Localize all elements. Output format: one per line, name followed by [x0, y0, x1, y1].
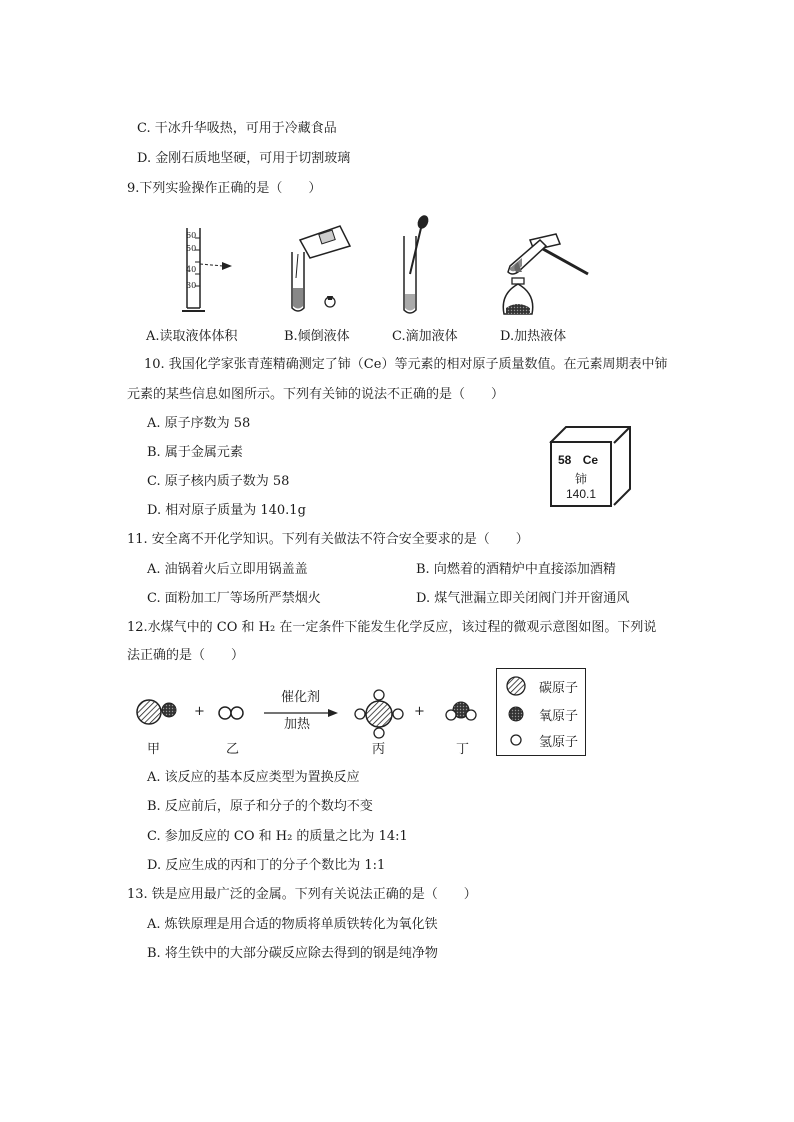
- element-name: 铈: [574, 472, 587, 486]
- q12-option-c: C. 参加反应的 CO 和 H₂ 的质量之比为 14:1: [147, 829, 408, 844]
- q12-label-yi: 乙: [226, 742, 240, 757]
- q13-option-a: A. 炼铁原理是用合适的物质将单质铁转化为氧化铁: [147, 917, 438, 932]
- element-atomic-mass: 140.1: [565, 487, 597, 501]
- q12-stem-line2: 法正确的是（ ）: [127, 648, 245, 663]
- q12-plus-2: +: [414, 704, 425, 719]
- oxygen-atom-icon: [505, 703, 527, 725]
- q8-option-d: D. 金刚石质地坚硬，可用于切割玻璃: [137, 151, 351, 166]
- q12-condition-heat: 加热: [284, 717, 311, 732]
- q10-option-c: C. 原子核内质子数为 58: [147, 474, 290, 489]
- q13-stem: 13. 铁是应用最广泛的金属。下列有关说法正确的是（ ）: [127, 887, 477, 902]
- q12-molecule-ding: [444, 696, 478, 724]
- q10-option-b: B. 属于金属元素: [147, 445, 243, 460]
- legend-carbon: [505, 675, 578, 697]
- q12-stem-line1: 12.水煤气中的 CO 和 H₂ 在一定条件下能发生化学反应，该过程的微观示意图如图。下列说: [127, 620, 657, 635]
- q12-option-a: A. 该反应的基本反应类型为置换反应: [147, 770, 360, 785]
- q12-option-d: D. 反应生成的丙和丁的分子个数比为 1:1: [147, 858, 386, 873]
- hydrogen-atom-icon: [505, 729, 527, 751]
- q11-option-c: C. 面粉加工厂等场所严禁烟火: [147, 591, 321, 606]
- q10-option-d: D. 相对原子质量为 140.1g: [147, 503, 306, 518]
- q12-legend: [496, 668, 586, 756]
- q9-stem: 9.下列实验操作正确的是（ ）: [127, 181, 322, 196]
- q8-option-c: C. 干冰升华吸热，可用于冷藏食品: [137, 121, 337, 136]
- q9-figure-d-heating: [492, 222, 602, 320]
- legend-oxygen: [505, 703, 578, 725]
- q9-option-c: C.滴加液体: [392, 329, 458, 344]
- q9-figure-c-dropping: [392, 214, 442, 320]
- element-symbol: Ce: [582, 453, 599, 467]
- q12-molecule-jia: [135, 698, 183, 728]
- q12-molecule-bing: [352, 688, 406, 740]
- q12-plus-1: +: [194, 704, 205, 719]
- element-number-symbol-row: [558, 453, 598, 467]
- q10-stem-line2: 元素的某些信息如图所示。下列有关铈的说法不正确的是（ ）: [127, 387, 505, 402]
- carbon-atom-icon: [505, 675, 527, 697]
- q9-cylinder-mark-60: 60: [186, 231, 197, 240]
- element-atomic-number: 58: [558, 453, 572, 467]
- q12-condition-catalyst: 催化剂: [281, 690, 321, 705]
- q13-option-b: B. 将生铁中的大部分碳反应除去得到的钢是纯净物: [147, 946, 438, 961]
- q9-figure-b-pouring: [282, 218, 362, 318]
- q10-option-a: A. 原子序数为 58: [147, 416, 251, 431]
- q9-option-d: D.加热液体: [500, 329, 567, 344]
- legend-hydrogen: [505, 729, 578, 751]
- q9-cylinder-mark-30: 30: [186, 281, 197, 290]
- q10-stem-line1: 10. 我国化学家张青莲精确测定了铈（Ce）等元素的相对原子质量数值。在元素周期表中铈: [144, 357, 668, 372]
- legend-carbon-label: 碳原子: [539, 680, 579, 696]
- q12-option-b: B. 反应前后，原子和分子的个数均不变: [147, 799, 373, 814]
- q11-option-d: D. 煤气泄漏立即关闭阀门并开窗通风: [416, 591, 630, 606]
- legend-hydrogen-label: 氢原子: [539, 734, 579, 750]
- q11-option-a: A. 油锅着火后立即用锅盖盖: [147, 562, 308, 577]
- q11-option-b: B. 向燃着的酒精炉中直接添加酒精: [416, 562, 616, 577]
- element-info-card: [550, 441, 612, 507]
- q12-label-ding: 丁: [456, 742, 470, 757]
- q11-stem: 11. 安全离不开化学知识。下列有关做法不符合安全要求的是（ ）: [127, 532, 529, 547]
- q12-label-bing: 丙: [372, 742, 386, 757]
- q12-molecule-yi: [218, 704, 246, 722]
- q9-option-b: B.倾倒液体: [284, 329, 350, 344]
- legend-oxygen-label: 氧原子: [539, 708, 579, 724]
- q9-option-a: A.读取液体体积: [146, 329, 238, 344]
- q9-cylinder-mark-40: 40: [186, 265, 197, 274]
- q9-cylinder-mark-50: 50: [186, 244, 197, 253]
- q12-label-jia: 甲: [147, 742, 161, 757]
